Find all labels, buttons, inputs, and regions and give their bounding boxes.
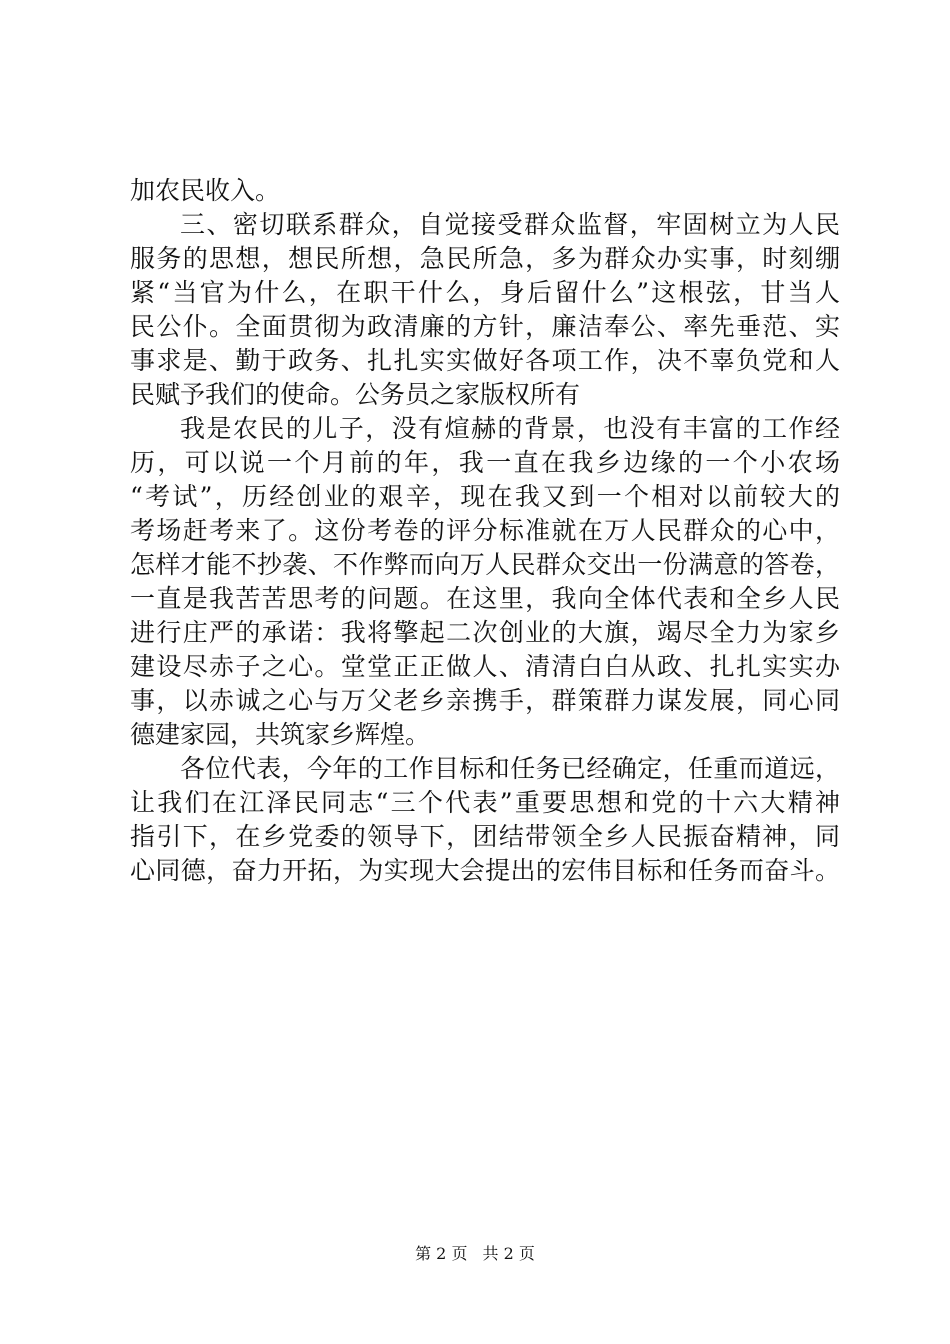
text-line: 一直是我苦苦思考的问题。在这里，我向全体代表和全乡人民 xyxy=(130,584,840,613)
text-line: 怎样才能不抄袭、不作弊而向万人民群众交出一份满意的答卷， xyxy=(130,550,840,579)
text-line: 事，以赤诚之心与万父老乡亲携手，群策群力谋发展，同心同 xyxy=(130,686,840,715)
text-line: 民赋予我们的使命。公务员之家版权所有 xyxy=(130,380,581,409)
text-line: 事求是、勤于政务、扎扎实实做好各项工作，决不辜负党和人 xyxy=(130,346,840,375)
text-line: “考试”，历经创业的艰辛，现在我又到一个相对以前较大的 xyxy=(130,482,840,511)
text-line: 加农民收入。 xyxy=(130,176,281,205)
text-line: 紧“当官为什么，在职干什么，身后留什么”这根弦，甘当人 xyxy=(130,278,840,307)
text-line: 进行庄严的承诺：我将擎起二次创业的大旗，竭尽全力为家乡 xyxy=(130,618,840,647)
text-line: 让我们在江泽民同志“三个代表”重要思想和党的十六大精神 xyxy=(130,788,840,817)
text-line: 民公仆。全面贯彻为政清廉的方针，廉洁奉公、率先垂范、实 xyxy=(130,312,840,341)
page-total: 共 2 页 xyxy=(482,1244,535,1263)
text-line: 各位代表，今年的工作目标和任务已经确定，任重而道远， xyxy=(180,754,840,783)
text-line: 考场赶考来了。这份考卷的评分标准就在万人民群众的心中， xyxy=(130,516,840,545)
text-line: 指引下，在乡党委的领导下，团结带领全乡人民振奋精神，同 xyxy=(130,822,840,851)
page-footer xyxy=(0,1243,950,1265)
text-line: 建设尽赤子之心。堂堂正正做人、清清白白从政、扎扎实实办 xyxy=(130,652,840,681)
text-line: 心同德，奋力开拓，为实现大会提出的宏伟目标和任务而奋斗。 xyxy=(130,856,840,885)
text-line: 德建家园，共筑家乡辉煌。 xyxy=(130,720,431,749)
text-line: 我是农民的儿子，没有煊赫的背景，也没有丰富的工作经 xyxy=(180,414,840,443)
text-line: 历，可以说一个月前的年，我一直在我乡边缘的一个小农场 xyxy=(130,448,840,477)
text-line: 服务的思想，想民所想，急民所急，多为群众办实事，时刻绷 xyxy=(130,244,840,273)
text-line: 三、密切联系群众，自觉接受群众监督，牢固树立为人民 xyxy=(180,210,840,239)
page-number: 第 2 页 xyxy=(415,1244,468,1263)
document-body xyxy=(130,174,840,888)
